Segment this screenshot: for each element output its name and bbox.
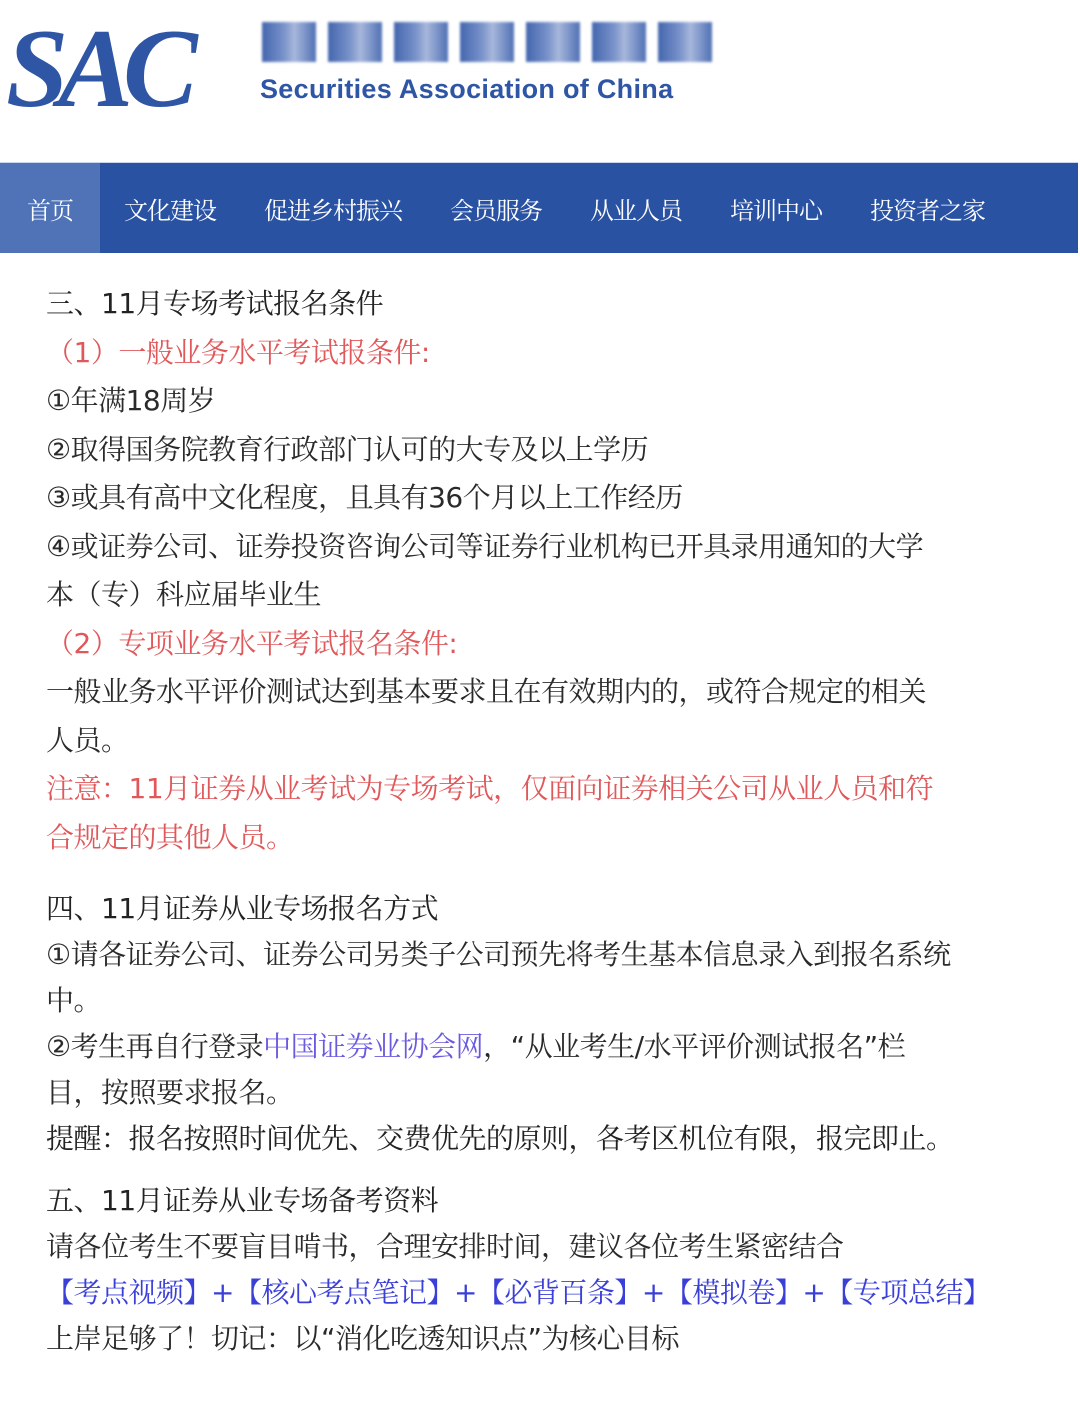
study-goal: 上岸足够了！切记：以“消化吃透知识点”为核心目标 — [46, 1322, 680, 1355]
registration-step-cont: 中。 — [46, 984, 102, 1017]
section-divider-space — [46, 862, 1056, 886]
nav-item-investors-home[interactable]: 投资者之家 — [870, 196, 985, 225]
article-content — [46, 280, 1056, 1362]
sac-logo-icon[interactable] — [6, 14, 256, 114]
registration-step-cont: 目，按照要求报名。 — [46, 1076, 294, 1109]
step2-prefix: ②考生再自行登录 — [46, 1030, 264, 1063]
section3-sub2: （2）专项业务水平考试报名条件: — [46, 626, 458, 660]
section5-title: 五、11月证券从业专场备考资料 — [46, 1184, 439, 1217]
site-header — [0, 0, 1080, 160]
note-text: 注意：11月证券从业考试为专场考试，仅面向证券相关公司从业人员和符 — [46, 772, 934, 805]
condition-item: ④或证券公司、证券投资咨询公司等证券行业机构已开具录用通知的大学 — [46, 529, 924, 563]
reminder-text: 提醒：报名按照时间优先、交费优先的原则，各考区机位有限，报完即止。 — [46, 1122, 954, 1155]
note-text-cont: 合规定的其他人员。 — [46, 820, 294, 854]
condition-item: ①年满18周岁 — [46, 384, 216, 417]
nav-item-training-center[interactable]: 培训中心 — [730, 196, 822, 225]
svg-text:SAC: SAC — [6, 14, 188, 114]
section4-title: 四、11月证券从业专场报名方式 — [46, 892, 439, 925]
condition-item: ③或具有高中文化程度，且具有36个月以上工作经历 — [46, 481, 683, 514]
condition-item: ②取得国务院教育行政部门认可的大专及以上学历 — [46, 432, 649, 466]
special-condition-text: 一般业务水平评价测试达到基本要求且在有效期内的，或符合规定的相关 — [46, 675, 927, 708]
section3-sub1: （1）一般业务水平考试报条件: — [46, 335, 430, 369]
section-divider-space — [46, 1162, 1056, 1178]
section3-title: 三、11月专场考试报名条件 — [46, 287, 384, 320]
special-condition-text-cont: 人员。 — [46, 723, 129, 757]
nav-item-member-services[interactable]: 会员服务 — [450, 196, 542, 225]
sac-website-link[interactable]: 中国证券业协会网 — [263, 1030, 484, 1063]
study-advice: 请各位考生不要盲目啃书，合理安排时间，建议各位考生紧密结合 — [46, 1230, 844, 1263]
registration-step: ①请各证券公司、证券公司另类子公司预先将考生基本信息录入到报名系统 — [46, 938, 951, 971]
main-nav — [0, 162, 1078, 253]
nav-item-home[interactable]: 首页 — [0, 163, 100, 253]
registration-step — [46, 1024, 1056, 1070]
nav-item-culture[interactable]: 文化建设 — [124, 196, 216, 225]
nav-item-rural-revitalization[interactable]: 促进乡村振兴 — [264, 196, 402, 225]
step2-suffix: ，“从业考生/水平评价测试报名”栏 — [483, 1030, 906, 1063]
study-materials-list[interactable]: 【考点视频】+【核心考点笔记】+【必背百条】+【模拟卷】+【专项总结】 — [46, 1276, 991, 1309]
nav-item-practitioners[interactable]: 从业人员 — [590, 196, 682, 225]
logo-chinese-name-blurred — [262, 22, 720, 66]
condition-item-cont: 本（专）科应届毕业生 — [46, 578, 322, 611]
logo-english-name: Securities Association of China — [260, 74, 674, 104]
